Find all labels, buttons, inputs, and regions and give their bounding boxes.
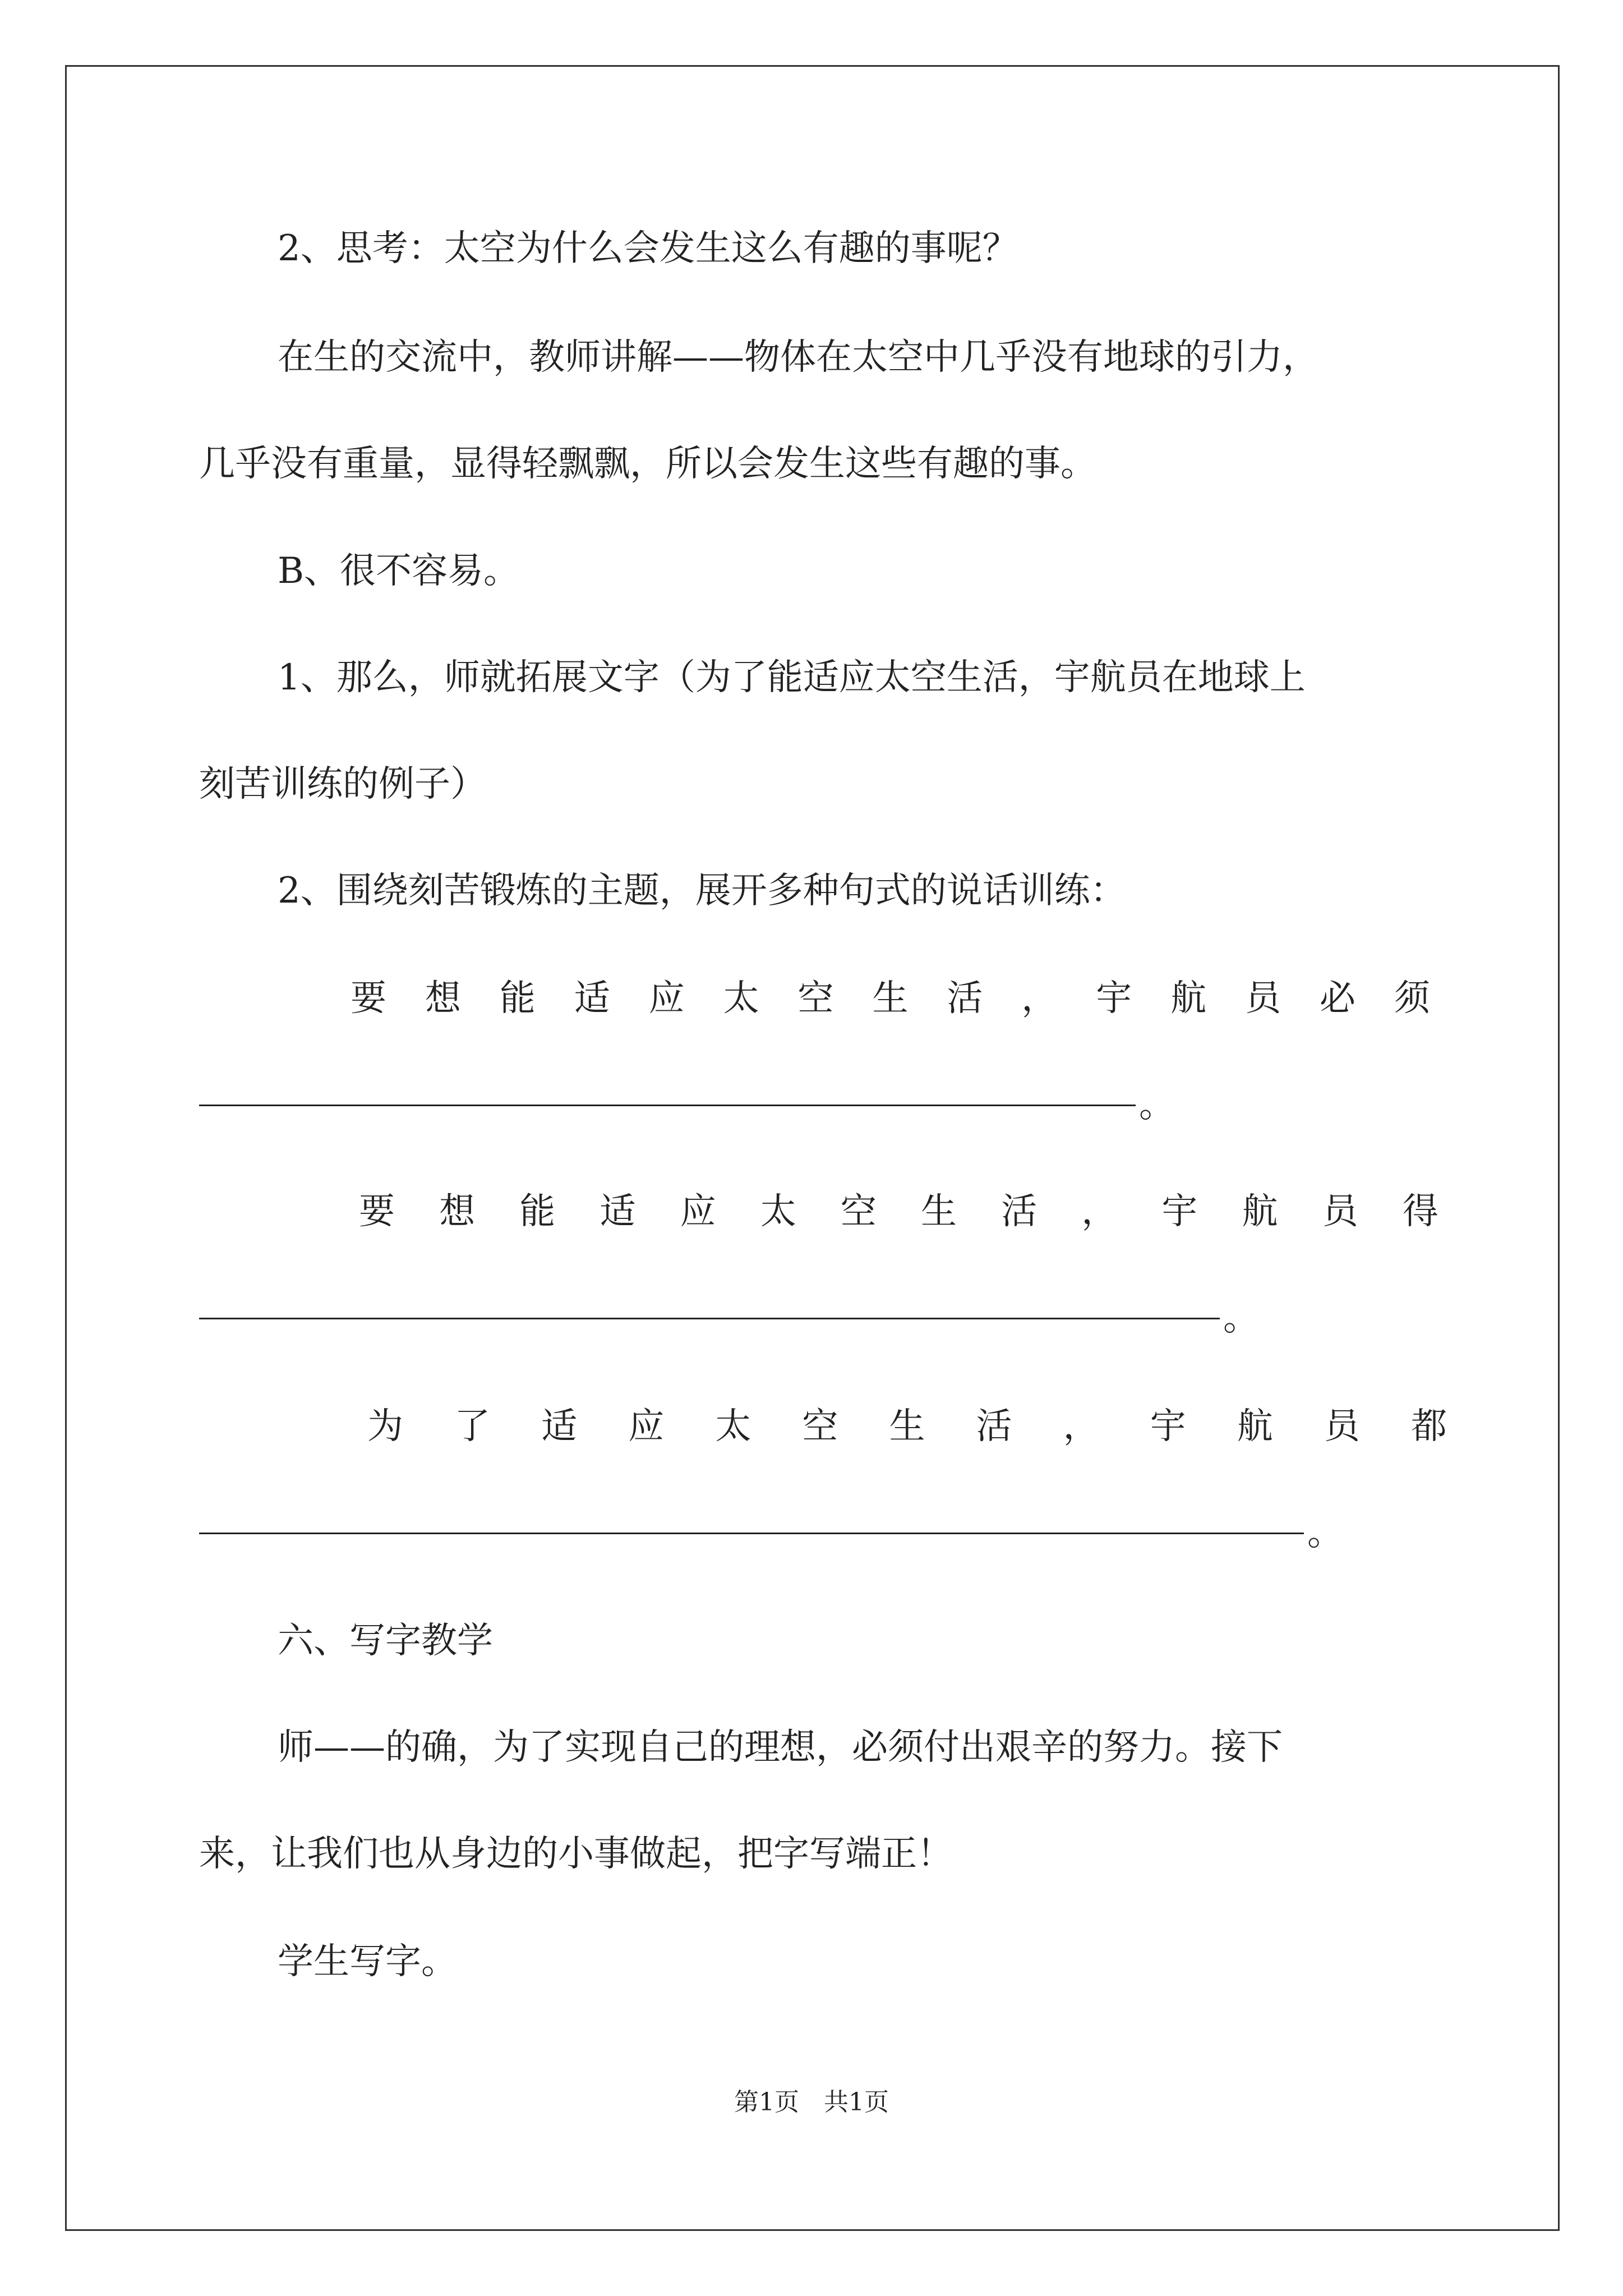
sentence-char: 应: [628, 1406, 665, 1447]
sentence-char: 太: [715, 1406, 751, 1447]
sentence-char: 活: [1001, 1191, 1038, 1232]
sentence-char: 能: [519, 1191, 556, 1232]
sentence-char: 都: [1410, 1406, 1447, 1447]
sentence-char: 必: [1319, 978, 1355, 1019]
sentence-char: 生: [920, 1191, 957, 1232]
sentence-char: ，: [1063, 1406, 1099, 1447]
sentence-char: 为: [367, 1406, 403, 1447]
blank-end-1: 。: [1139, 1084, 1175, 1126]
sentence-char: 活: [947, 978, 983, 1019]
sentence-char: 太: [723, 978, 759, 1019]
paragraph-not-easy: B、很不容易。: [278, 550, 520, 592]
sentence-char: 太: [760, 1191, 796, 1232]
fill-blank-3: [199, 1511, 1343, 1556]
sentence-char: 生: [889, 1406, 925, 1447]
sentence-char: ，: [1021, 978, 1058, 1019]
sentence-char: 能: [499, 978, 536, 1019]
sentence-char: 生: [872, 978, 909, 1019]
paragraph-teacher-explain-line2: 几乎没有重量，显得轻飘飘，所以会发生这些有趣的事。: [199, 443, 1096, 485]
section-writing-teaching: 六、写字教学: [278, 1620, 493, 1662]
blank-line-2: [199, 1318, 1220, 1319]
sentence-char: 员: [1245, 978, 1281, 1019]
sentence-char: 员: [1324, 1406, 1360, 1447]
sentence-char: 得: [1402, 1191, 1438, 1232]
sentence-char: 宇: [1096, 978, 1132, 1019]
sentence-char: 适: [574, 978, 610, 1019]
sentence-char: 航: [1242, 1191, 1278, 1232]
sentence-char: 要: [359, 1191, 395, 1232]
sentence-pattern-3: [367, 1404, 1447, 1449]
sentence-pattern-2: [359, 1189, 1438, 1234]
sentence-char: 空: [797, 978, 834, 1019]
sentence-char: ，: [1081, 1191, 1118, 1232]
sentence-char: 了: [454, 1406, 491, 1447]
sentence-char: 适: [600, 1191, 636, 1232]
sentence-char: 宇: [1161, 1191, 1198, 1232]
paragraph-expand-text-line2: 刻苦训练的例子）: [199, 763, 486, 805]
fill-blank-2: [199, 1296, 1259, 1341]
sentence-char: 宇: [1150, 1406, 1186, 1447]
paragraph-expand-text-line1: 1、那么，师就拓展文字（为了能适应太空生活，宇航员在地球上: [278, 657, 1306, 698]
paragraph-students-write: 学生写字。: [278, 1941, 457, 1982]
paragraph-speaking-training: 2、围绕刻苦锻炼的主题，展开多种句式的说话训练：: [278, 870, 1126, 912]
blank-line-1: [199, 1105, 1136, 1106]
sentence-char: 适: [541, 1406, 578, 1447]
page-border: [65, 65, 1560, 2231]
sentence-char: 想: [439, 1191, 476, 1232]
blank-line-3: [199, 1533, 1304, 1534]
sentence-char: 空: [802, 1406, 838, 1447]
paragraph-teacher-effort-line1: 师——的确，为了实现自己的理想，必须付出艰辛的努力。接下: [278, 1727, 1283, 1768]
sentence-pattern-1: [351, 976, 1430, 1021]
sentence-char: 活: [976, 1406, 1012, 1447]
fill-blank-1: [199, 1083, 1175, 1128]
sentence-char: 空: [840, 1191, 877, 1232]
paragraph-think-question: 2、思考：太空为什么会发生这么有趣的事呢？: [278, 228, 1018, 269]
sentence-char: 应: [680, 1191, 716, 1232]
sentence-char: 想: [425, 978, 461, 1019]
paragraph-teacher-explain-line1: 在生的交流中，教师讲解——物体在太空中几乎没有地球的引力，: [278, 337, 1318, 378]
sentence-char: 应: [648, 978, 685, 1019]
sentence-char: 航: [1237, 1406, 1273, 1447]
sentence-char: 要: [351, 978, 386, 1019]
sentence-char: 须: [1394, 978, 1430, 1019]
paragraph-teacher-effort-line2: 来，让我们也从身边的小事做起，把字写端正！: [199, 1833, 953, 1875]
sentence-char: 员: [1322, 1191, 1358, 1232]
blank-end-3: 。: [1307, 1512, 1343, 1554]
blank-end-2: 。: [1223, 1297, 1259, 1339]
sentence-char: 航: [1170, 978, 1207, 1019]
page-footer: 第1页 共1页: [734, 2088, 889, 2116]
